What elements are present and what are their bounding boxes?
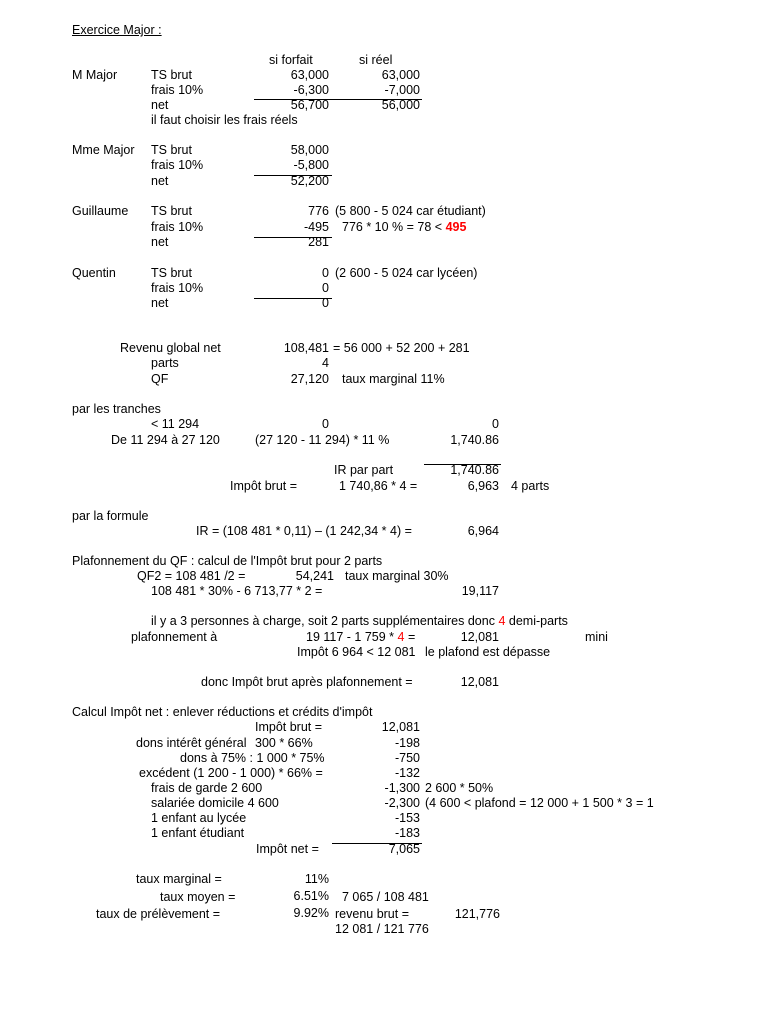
- quentin-sum-line: [254, 298, 332, 299]
- guillaume-ts-label: TS brut: [151, 204, 192, 218]
- quentin-frais: 0: [322, 281, 329, 295]
- m-major-ts-forfait: 63,000: [290, 68, 329, 82]
- impot-net-brut-label: Impôt brut =: [255, 720, 323, 734]
- taux-prelev-value: 9.92%: [293, 906, 329, 920]
- taux-moyen-note: 7 065 / 108 481: [342, 890, 429, 904]
- impot-net-value: 7,065: [388, 842, 420, 856]
- salariee-label: salariée domicile 4 600: [151, 796, 279, 810]
- garde-label: frais de garde 2 600: [151, 781, 263, 795]
- qf-label: QF: [151, 372, 169, 386]
- m-major-frais-label: frais 10%: [151, 83, 204, 97]
- impot-net-title: Calcul Impôt net : enlever réductions et crédits d'impôt: [72, 705, 373, 719]
- plafonnement-calc-eq: =: [407, 630, 416, 644]
- tranches-label: par les tranches: [72, 402, 161, 416]
- mme-major-ts-label: TS brut: [151, 143, 192, 157]
- revenu-label: Revenu global net: [120, 341, 221, 355]
- excedent-label: excédent (1 200 - 1 000) * 66% =: [139, 766, 323, 780]
- mme-major-frais-label: frais 10%: [151, 158, 204, 172]
- apres-plafonnement-value: 12,081: [460, 675, 499, 689]
- m-major-ts-label: TS brut: [151, 68, 192, 82]
- salariee-value: -2,300: [384, 796, 420, 810]
- guillaume-frais-min: 495: [445, 220, 467, 234]
- salariee-note: (4 600 < plafond = 12 000 + 1 500 * 3 = 1: [425, 796, 654, 810]
- m-major-name: M Major: [72, 68, 118, 82]
- qf2-label: QF2 = 108 481 /2 =: [137, 569, 246, 583]
- quentin-ts: 0: [322, 266, 329, 280]
- m-major-frais-reel: -7,000: [384, 83, 420, 97]
- taux-marginal-value: 11%: [304, 872, 329, 886]
- personnes-charge-num: 4: [498, 614, 506, 628]
- mme-major-net: 52,200: [290, 174, 329, 188]
- quentin-ts-label: TS brut: [151, 266, 192, 280]
- guillaume-ts: 776: [308, 204, 329, 218]
- tranche1-label: < 11 294: [151, 417, 200, 431]
- garde-note: 2 600 * 50%: [425, 781, 494, 795]
- etudiant-value: -183: [394, 826, 420, 840]
- mme-major-name: Mme Major: [72, 143, 135, 157]
- header-forfait: si forfait: [269, 53, 313, 67]
- quentin-net-label: net: [151, 296, 169, 310]
- apres-plafonnement-label: donc Impôt brut après plafonnement =: [201, 675, 413, 689]
- impot-net-brut-value: 12,081: [381, 720, 420, 734]
- revenu-brut-value: 121,776: [454, 907, 500, 921]
- guillaume-net-label: net: [151, 235, 169, 249]
- m-major-ts-reel: 63,000: [381, 68, 420, 82]
- lycee-label: 1 enfant au lycée: [151, 811, 247, 825]
- tranche1-value: 0: [492, 417, 499, 431]
- tranche2-calc: (27 120 - 11 294) * 11 %: [255, 433, 390, 447]
- quentin-frais-label: frais 10%: [151, 281, 204, 295]
- excedent-value: -132: [394, 766, 420, 780]
- calc2-label: 108 481 * 30% - 6 713,77 * 2 =: [151, 584, 323, 598]
- impot-brut-label: Impôt brut =: [230, 479, 298, 493]
- guillaume-frais: -495: [303, 220, 329, 234]
- tranche2-value: 1,740.86: [450, 433, 499, 447]
- taux-moyen-label: taux moyen =: [160, 890, 236, 904]
- quentin-name: Quentin: [72, 266, 116, 280]
- guillaume-name: Guillaume: [72, 204, 129, 218]
- taux-prelev-note: 12 081 / 121 776: [335, 922, 429, 936]
- mme-major-net-label: net: [151, 174, 169, 188]
- impot-brut-calc: 1 740,86 * 4 =: [339, 479, 418, 493]
- plafonnement-calc-text: 19 117 - 1 759 *: [306, 630, 395, 644]
- dons75-label: dons à 75% : 1 000 * 75%: [180, 751, 325, 765]
- calc2-value: 19,117: [461, 584, 499, 598]
- plafonnement-title: Plafonnement du QF : calcul de l'Impôt brut pour 2 parts: [72, 554, 383, 568]
- revenu-value: 108,481: [283, 341, 329, 355]
- plafonnement-mini: mini: [585, 630, 608, 644]
- impot-brut-value: 6,963: [467, 479, 499, 493]
- formule-label: par la formule: [72, 509, 149, 523]
- guillaume-frais-label: frais 10%: [151, 220, 204, 234]
- m-major-note: il faut choisir les frais réels: [151, 113, 298, 127]
- dons-calc: 300 * 66%: [255, 736, 313, 750]
- revenu-brut-label: revenu brut =: [335, 907, 410, 921]
- revenu-formula: = 56 000 + 52 200 + 281: [333, 341, 470, 355]
- personnes-charge: [151, 614, 568, 629]
- mme-major-ts: 58,000: [290, 143, 329, 157]
- m-major-frais-forfait: -6,300: [293, 83, 329, 97]
- taux-prelev-label: taux de prélèvement =: [96, 907, 221, 921]
- guillaume-frais-note: [342, 220, 466, 235]
- impot-brut-parts: 4 parts: [511, 479, 550, 493]
- plafonnement-value: 12,081: [460, 630, 499, 644]
- guillaume-frais-note-text: 776 * 10 % = 78 <: [342, 220, 443, 234]
- parts-label: parts: [151, 356, 179, 370]
- dons75-value: -750: [394, 751, 420, 765]
- qf2-taux: taux marginal 30%: [345, 569, 449, 583]
- dons-label: dons intérêt général: [136, 736, 247, 750]
- formule-calc: IR = (108 481 * 0,11) – (1 242,34 * 4) =: [196, 524, 412, 538]
- parts-value: 4: [322, 356, 329, 370]
- dons-value: -198: [394, 736, 420, 750]
- depasse-a: Impôt 6 964 < 12 081: [297, 645, 416, 659]
- qf-value: 27,120: [290, 372, 329, 386]
- quentin-net: 0: [322, 296, 329, 310]
- m-major-net-label: net: [151, 98, 169, 112]
- mme-major-frais: -5,800: [293, 158, 329, 172]
- m-major-net-forfait: 56,700: [290, 98, 329, 112]
- quentin-ts-note: (2 600 - 5 024 car lycéen): [335, 266, 478, 280]
- depasse-b: le plafond est dépasse: [425, 645, 551, 659]
- taux-moyen-value: 6.51%: [293, 889, 329, 903]
- personnes-charge-text: il y a 3 personnes à charge, soit 2 parts supplémentaires donc: [151, 614, 495, 628]
- tranche2-label: De 11 294 à 27 120: [111, 433, 220, 447]
- qf2-value: 54,241: [295, 569, 334, 583]
- m-major-net-reel: 56,000: [381, 98, 420, 112]
- ir-part-value: 1,740.86: [450, 463, 499, 477]
- guillaume-net: 281: [308, 235, 329, 249]
- guillaume-ts-note: (5 800 - 5 024 car étudiant): [335, 204, 486, 218]
- etudiant-label: 1 enfant étudiant: [151, 826, 245, 840]
- lycee-value: -153: [394, 811, 420, 825]
- impot-net-label: Impôt net =: [256, 842, 319, 856]
- header-reel: si réel: [359, 53, 393, 67]
- garde-value: -1,300: [384, 781, 420, 795]
- ir-part-label: IR par part: [334, 463, 394, 477]
- plafonnement-calc: [306, 630, 415, 645]
- personnes-charge-suffix: demi-parts: [508, 614, 568, 628]
- taux-marginal-label: taux marginal =: [136, 872, 222, 886]
- qf-taux: taux marginal 11%: [342, 372, 445, 386]
- tranche1-calc: 0: [322, 417, 329, 431]
- plafonnement-label: plafonnement à: [131, 630, 218, 644]
- page-title: Exercice Major :: [72, 23, 162, 37]
- formule-value: 6,964: [467, 524, 499, 538]
- plafonnement-calc-num: 4: [397, 630, 405, 644]
